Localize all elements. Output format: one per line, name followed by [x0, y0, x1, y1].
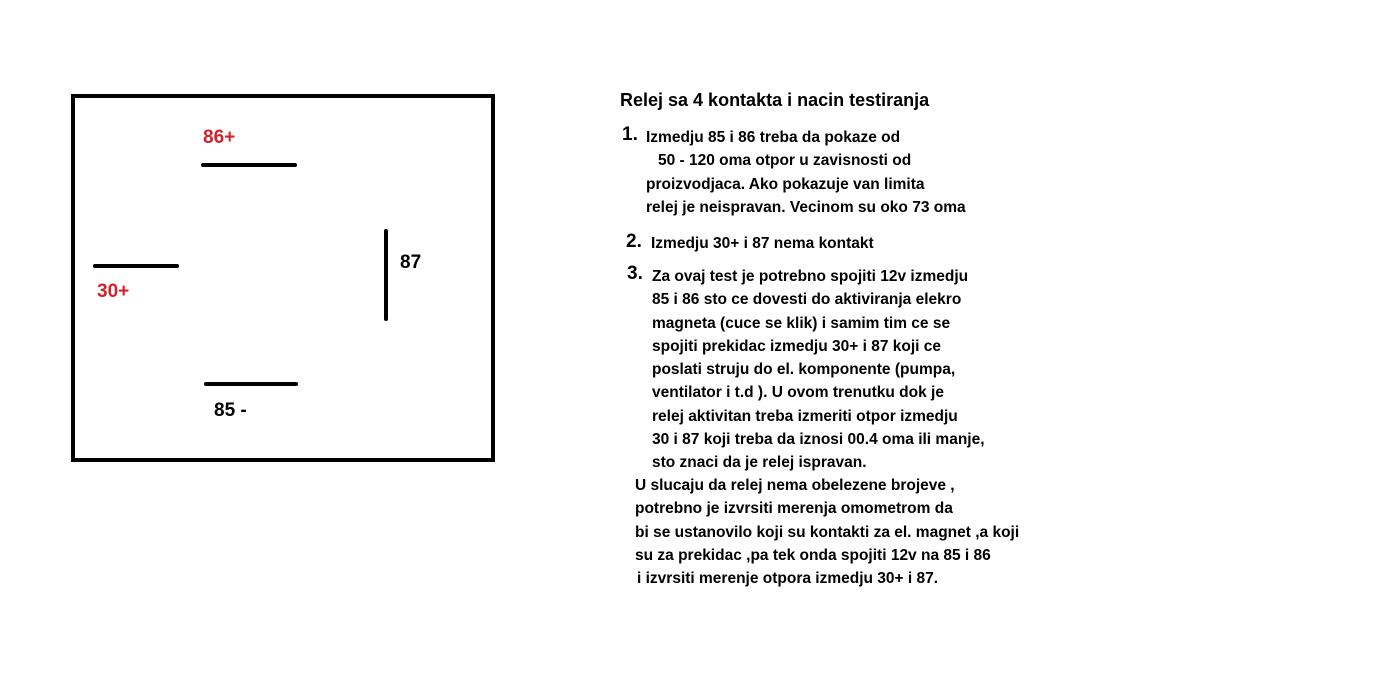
- pin-87-line: [384, 229, 388, 321]
- step-3-line-6: ventilator i t.d ). U ovom trenutku dok je: [652, 384, 944, 402]
- note-line-4: su za prekidac ,pa tek onda spojiti 12v na 85 i 86: [635, 546, 991, 564]
- pin-85-label: 85 -: [214, 400, 247, 421]
- step-3-line-7: relej aktivitan treba izmeriti otpor izmedju: [652, 407, 958, 425]
- pin-87-label: 87: [400, 252, 422, 273]
- step-1-text: [646, 126, 966, 219]
- step-1-line-4: relej je neispravan. Vecinom su oko 73 oma: [646, 198, 966, 216]
- step-1-number: 1.: [622, 124, 638, 145]
- step-3-line-9: sto znaci da je relej ispravan.: [652, 454, 867, 472]
- step-3-line-5: poslati struju do el. komponente (pumpa,: [652, 361, 956, 379]
- step-3-number: 3.: [627, 263, 643, 284]
- step-3-line-2: 85 i 86 sto ce dovesti do aktiviranja elekro: [652, 291, 962, 309]
- pin-85-line: [204, 382, 298, 386]
- note-line-1: U slucaju da relej nema obelezene brojeve ,: [635, 477, 955, 494]
- relay-outline: [71, 94, 495, 462]
- note-line-5: i izvrsiti merenje otpora izmedju 30+ i 87.: [637, 570, 939, 588]
- step-3-line-8: 30 i 87 koji treba da iznosi 00.4 oma ili manje,: [652, 431, 985, 449]
- step-1-line-1: Izmedju 85 i 86 treba da pokaze od: [646, 129, 901, 146]
- step-2-text: [651, 232, 874, 255]
- step-3-line-3: magneta (cuce se klik) i samim tim ce se: [652, 314, 951, 332]
- pin-30-line: [93, 264, 179, 268]
- step-3-line-1: Za ovaj test je potrebno spojiti 12v izmedju: [652, 268, 969, 285]
- step-3-line-4: spojiti prekidac izmedju 30+ i 87 koji ce: [652, 337, 942, 355]
- step-3-text: [652, 265, 985, 475]
- pin-86-line: [201, 163, 297, 167]
- note-line-3: bi se ustanovilo koji su kontakti za el. magnet ,a koji: [635, 523, 1020, 541]
- note-line-2: potrebno je izvrsiti merenja omometrom da: [635, 500, 953, 518]
- step-2-number: 2.: [626, 231, 642, 252]
- step-1-line-3: proizvodjaca. Ako pokazuje van limita: [646, 175, 925, 193]
- note-text: [635, 474, 1019, 590]
- pin-30-label: 30+: [97, 281, 130, 302]
- step-1-line-2: 50 - 120 oma otpor u zavisnosti od: [658, 152, 912, 170]
- step-2-line-1: Izmedju 30+ i 87 nema kontakt: [651, 235, 874, 252]
- instructions-title: Relej sa 4 kontakta i nacin testiranja: [620, 90, 930, 110]
- pin-86-label: 86+: [203, 127, 236, 148]
